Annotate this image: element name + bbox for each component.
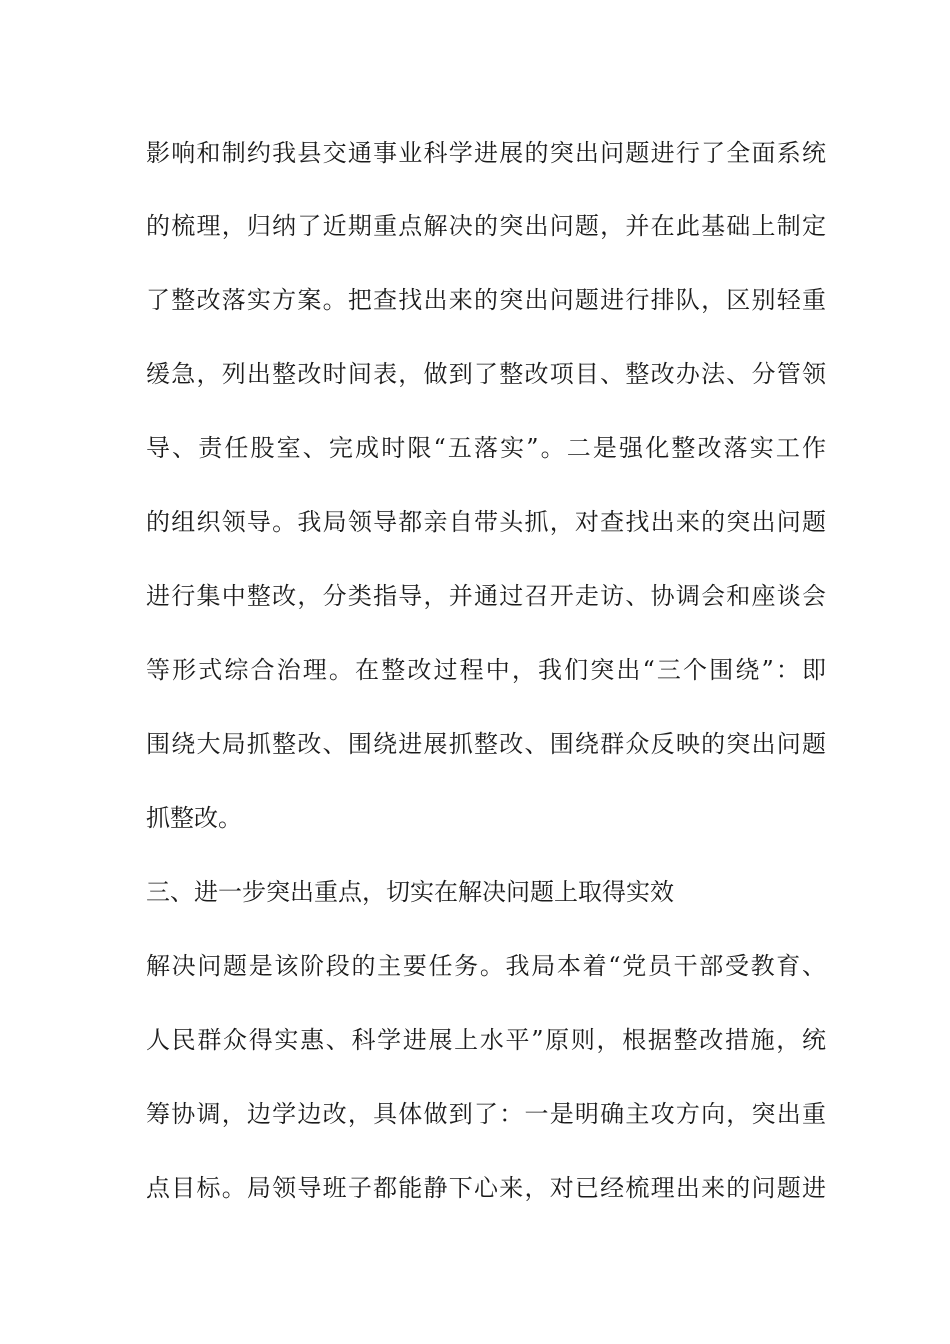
- text-line-1: 影响和制约我县交通事业科学进展的突出问题进行了全面系统: [146, 139, 826, 167]
- text-line-13: 人民群众得实惠、科学进展上水平”原则，根据整改措施，统: [146, 1026, 826, 1054]
- text-line-6: 的组织领导。我局领导都亲自带头抓，对查找出来的突出问题: [146, 508, 826, 536]
- text-line-7: 进行集中整改，分类指导，并通过召开走访、协调会和座谈会: [146, 582, 826, 610]
- text-line-5: 导、责任股室、完成时限“五落实”。二是强化整改落实工作: [146, 434, 826, 462]
- text-line-8: 等形式综合治理。在整改过程中，我们突出“三个围绕”：即: [146, 656, 826, 684]
- text-line-2: 的梳理，归纳了近期重点解决的突出问题，并在此基础上制定: [146, 212, 826, 240]
- text-line-10: 抓整改。: [146, 804, 242, 832]
- text-line-12: 解决问题是该阶段的主要任务。我局本着“党员干部受教育、: [146, 952, 826, 980]
- text-line-15: 点目标。局领导班子都能静下心来，对已经梳理出来的问题进: [146, 1174, 826, 1202]
- section-heading: 三、进一步突出重点，切实在解决问题上取得实效: [146, 878, 674, 906]
- text-line-9: 围绕大局抓整改、围绕进展抓整改、围绕群众反映的突出问题: [146, 730, 826, 758]
- text-line-14: 筹协调，边学边改，具体做到了：一是明确主攻方向，突出重: [146, 1100, 826, 1128]
- text-line-4: 缓急，列出整改时间表，做到了整改项目、整改办法、分管领: [146, 360, 826, 388]
- text-line-3: 了整改落实方案。把查找出来的突出问题进行排队，区别轻重: [146, 286, 826, 314]
